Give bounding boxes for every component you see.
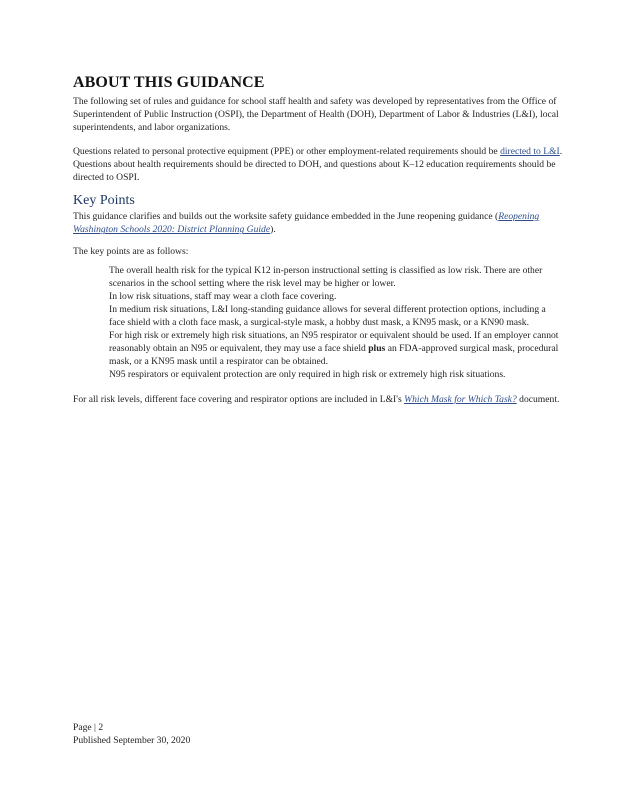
- list-item: [73, 290, 563, 303]
- closing-text: For all risk levels, different face covering and respirator options are included in L&I's: [73, 393, 405, 405]
- closing-paragraph: [73, 393, 563, 406]
- page-number: Page | 2: [73, 722, 104, 733]
- page-title: ABOUT THIS GUIDANCE: [73, 74, 265, 91]
- key-points-lead: The key points are as follows:: [73, 245, 189, 257]
- key-points-intro: [73, 210, 563, 236]
- list-item-bold: plus: [368, 342, 386, 354]
- list-item-text: For high risk or extremely high risk situations, an N95 respirator or equivalent should be used. If an employer cannot reasonably obtain an N95 or equivalent, they may use a face shield: [109, 329, 559, 354]
- page-footer: [73, 721, 190, 747]
- intro-paragraph: The following set of rules and guidance for school staff health and safety was developed by representatives from the Office of Superintendent of Public Instruction (OSPI), the Department of Health (DOH), Department of Labor & Industries (L&I), local superintendents, and labor organizations.: [73, 96, 559, 134]
- which-mask-link[interactable]: Which Mask for Which Task?: [404, 393, 517, 405]
- list-item: [73, 264, 563, 290]
- published-date: Published September 30, 2020: [73, 735, 191, 746]
- closing-text-end: document.: [516, 393, 560, 405]
- list-item: [73, 303, 563, 329]
- reopening-guide-link[interactable]: Reopening Washington Schools 2020: District Planning Guide: [73, 211, 540, 236]
- questions-text-1: Questions related to personal protective equipment (PPE) or other employment-related requirements should be: [73, 145, 501, 157]
- list-item: [73, 368, 563, 381]
- key-points-intro-end: ).: [270, 224, 276, 236]
- questions-text-2: . Questions about health requirements should be directed to DOH, and questions about K–12 education requirements should be directed to OSPI.: [73, 145, 563, 184]
- document-page: [73, 74, 563, 406]
- list-item-text: In medium risk situations, L&I long-standing guidance allows for several different protection options, including a face shield with a cloth face mask, a surgical-style mask, a hobby dust mask, a KN95 mask, or a KN90 mask.: [109, 303, 546, 328]
- list-item-text: N95 respirators or equivalent protection are only required in high risk or extremely high risk situations.: [109, 368, 506, 380]
- key-points-intro-text: This guidance clarifies and builds out the worksite safety guidance embedded in the June reopening guidance (: [73, 211, 499, 223]
- list-item-text: an FDA-approved surgical mask, procedural mask, or a KN95 mask until a respirator can be obtained.: [109, 342, 559, 367]
- key-points-list: [73, 264, 563, 381]
- questions-paragraph: [73, 145, 563, 185]
- list-item-text: In low risk situations, staff may wear a cloth face covering.: [109, 290, 337, 302]
- list-item-text: The overall health risk for the typical K12 in-person instructional setting is classified as low risk. There are other scenarios in the school setting where the risk level may be higher or lower.: [109, 264, 543, 289]
- list-item: [73, 329, 563, 368]
- key-points-heading: Key Points: [73, 193, 135, 209]
- li-link[interactable]: directed to L&I: [500, 145, 560, 157]
